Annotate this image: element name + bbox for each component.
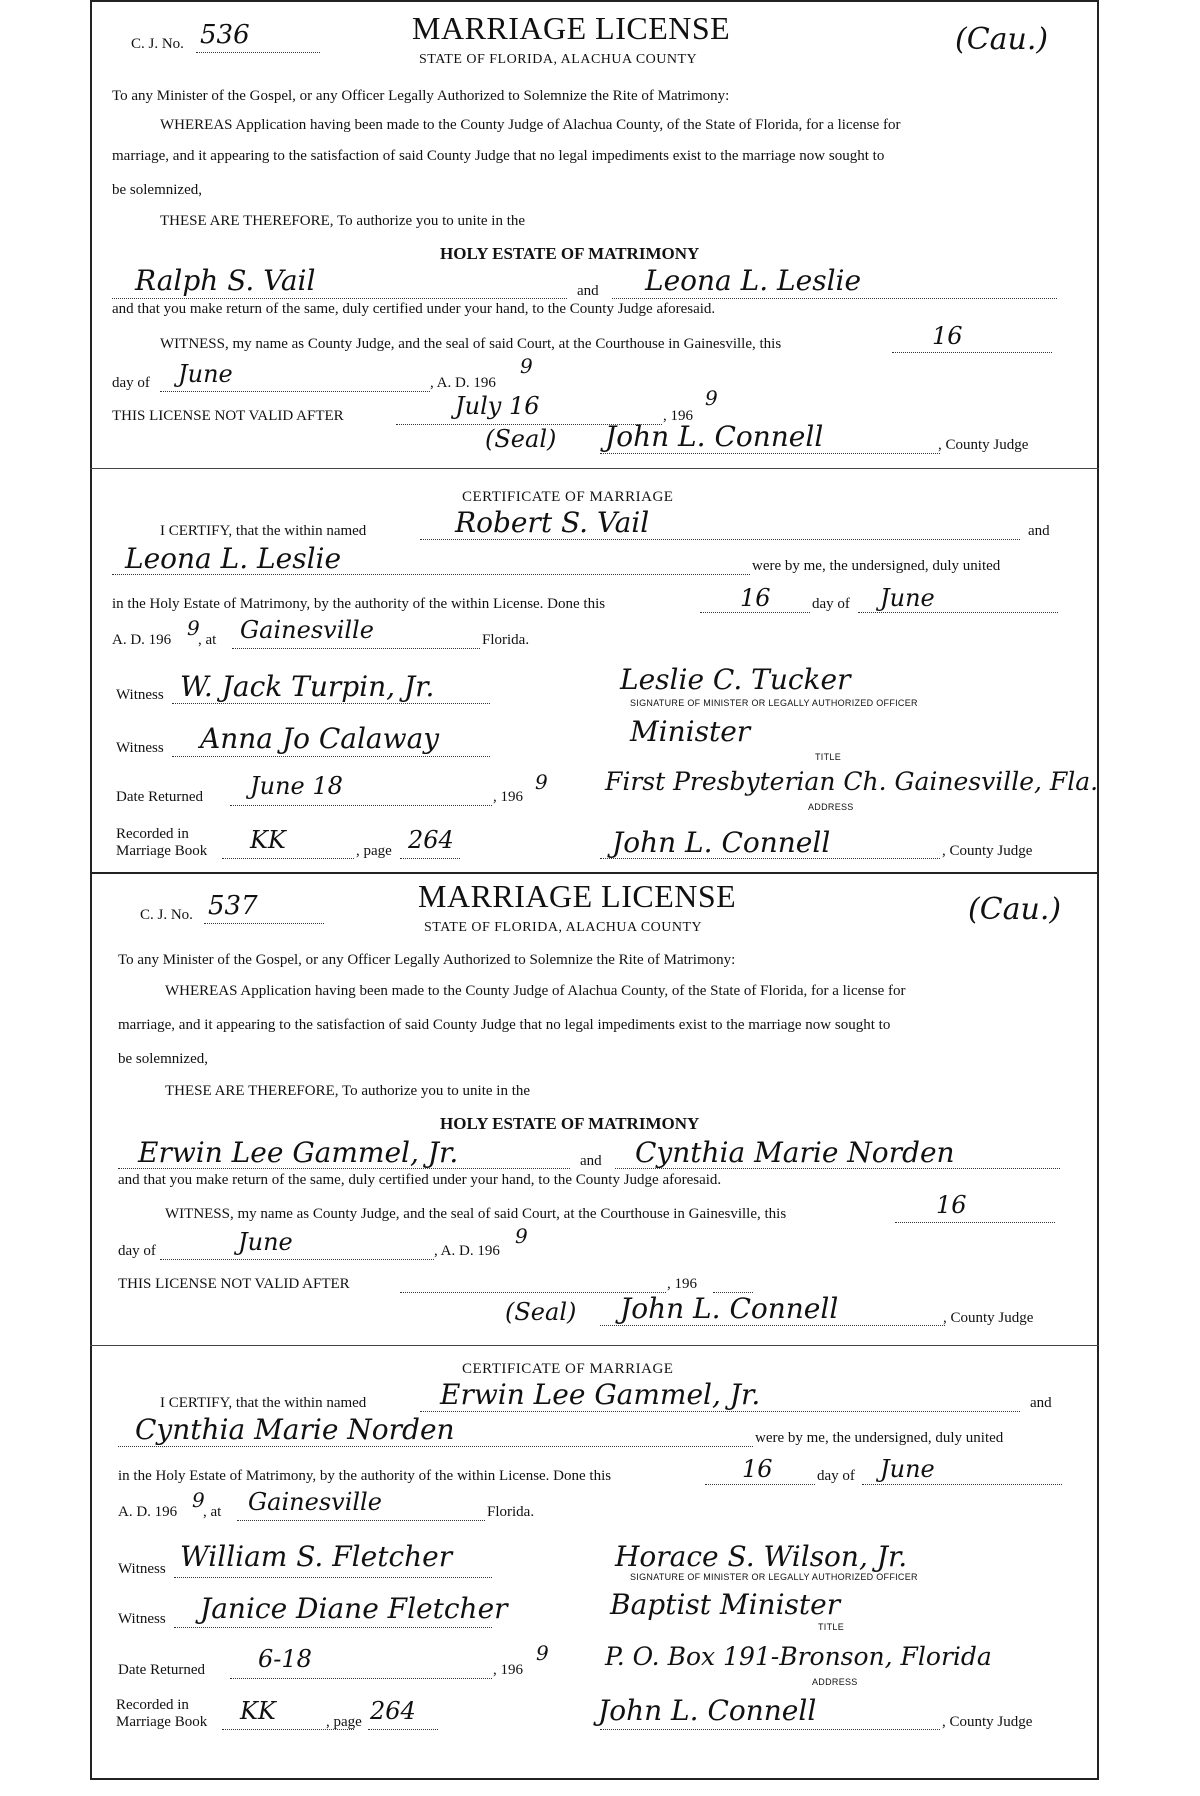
witness-2-label: Witness [116, 740, 164, 756]
seal-mark-2: (Seal) [505, 1298, 577, 1326]
salutation: To any Minister of the Gospel, or any Officer Legally Authorized to Solemnize the Rite of Matrimony: [112, 88, 730, 104]
groom-name: Ralph S. Vail [135, 264, 316, 297]
officer-signature-label-2: SIGNATURE OF MINISTER OR LEGALLY AUTHORIZED OFFICER [630, 1572, 918, 1582]
marriage-book-label: Marriage Book [116, 843, 208, 859]
license-year-2: 9 [515, 1224, 528, 1248]
cert-day-2: 16 [742, 1455, 773, 1483]
officer-title: Minister [630, 715, 751, 748]
cert-day: 16 [740, 584, 771, 612]
cj-number-label: C. J. No. [131, 36, 184, 52]
these-are-therefore: THESE ARE THEREFORE, To authorize you to unite in the [160, 213, 526, 229]
holy-estate-heading-2: HOLY ESTATE OF MATRIMONY [440, 1114, 700, 1133]
not-valid-date: July 16 [455, 392, 540, 420]
cert-place: Gainesville [240, 616, 374, 644]
holy-estate-line: in the Holy Estate of Matrimony, by the authority of the within License. Done this [112, 596, 606, 612]
witness-2-signature-2: Janice Diane Fletcher [200, 1592, 508, 1625]
witness-1-signature-2: William S. Fletcher [180, 1540, 453, 1573]
holy-estate-line-2: in the Holy Estate of Matrimony, by the authority of the within License. Done this [118, 1468, 612, 1484]
florida-label-2: Florida. [487, 1504, 535, 1520]
and-label: and [577, 283, 599, 299]
page-label: , page [356, 843, 392, 859]
address-label-2: ADDRESS [812, 1677, 858, 1687]
cert-bride-name-2: Cynthia Marie Norden [135, 1413, 455, 1446]
witness-1-label-2: Witness [118, 1561, 166, 1577]
license-month: June [178, 360, 233, 388]
page-number-2: 264 [370, 1697, 416, 1725]
not-valid-label: THIS LICENSE NOT VALID AFTER [112, 408, 344, 424]
judge-signature: John L. Connell [605, 420, 824, 453]
witness-1-label: Witness [116, 687, 164, 703]
county-judge-label-2: , County Judge [943, 1310, 1034, 1326]
cert-at-label: , at [198, 632, 217, 648]
bride-name: Leona L. Leslie [645, 264, 862, 297]
certify-label: I CERTIFY, that the within named [160, 523, 367, 539]
cert-and-label-2: and [1030, 1395, 1052, 1411]
cert-county-judge-label-2: , County Judge [942, 1714, 1033, 1730]
license-title-2: MARRIAGE LICENSE [418, 878, 737, 914]
cau-stamp: (Cau.) [955, 22, 1049, 57]
day-of-label: day of [112, 375, 150, 391]
officer-address: First Presbyterian Ch. Gainesville, Fla. [605, 767, 1099, 796]
cert-groom-name-2: Erwin Lee Gammel, Jr. [440, 1378, 761, 1411]
cert-place-2: Gainesville [248, 1488, 382, 1516]
return-line: and that you make return of the same, duly certified under your hand, to the County Judge aforesaid. [112, 301, 716, 317]
cert-month-2: June [880, 1455, 935, 1483]
florida-label: Florida. [482, 632, 530, 648]
not-valid-label-2: THIS LICENSE NOT VALID AFTER [118, 1276, 350, 1292]
page-number: 264 [408, 826, 454, 854]
holy-estate-heading: HOLY ESTATE OF MATRIMONY [440, 244, 700, 263]
officer-signature-label: SIGNATURE OF MINISTER OR LEGALLY AUTHORIZED OFFICER [630, 698, 918, 708]
title-label: TITLE [815, 752, 842, 762]
license-subtitle: STATE OF FLORIDA, ALACHUA COUNTY [419, 52, 698, 67]
and-label-2: and [580, 1153, 602, 1169]
cert-judge-signature: John L. Connell [612, 826, 831, 859]
cert-bride-name: Leona L. Leslie [125, 542, 342, 575]
cj-number: 536 [200, 20, 250, 50]
license-subtitle-2: STATE OF FLORIDA, ALACHUA COUNTY [424, 920, 703, 935]
cert-and-label: and [1028, 523, 1050, 539]
cert-county-judge-label: , County Judge [942, 843, 1033, 859]
cj-number-2: 537 [208, 891, 258, 921]
these-are-therefore-2: THESE ARE THEREFORE, To authorize you to unite in the [165, 1083, 531, 1099]
witness-line: WITNESS, my name as County Judge, and the seal of said Court, at the Courthouse in Gainesville, this [160, 336, 782, 352]
cert-ad-label-2: A. D. 196 [118, 1504, 178, 1520]
certificate-title: CERTIFICATE OF MARRIAGE [462, 489, 674, 505]
officer-address-2: P. O. Box 191-Bronson, Florida [605, 1642, 992, 1671]
cau-stamp-2: (Cau.) [968, 892, 1062, 927]
section-divider [90, 468, 1099, 469]
officer-signature: Leslie C. Tucker [620, 663, 851, 696]
license-day: 16 [932, 322, 963, 350]
date-returned-label-2: Date Returned [118, 1662, 206, 1678]
marriage-book: KK [250, 826, 286, 854]
whereas-line-3: be solemnized, [112, 182, 202, 198]
title-label-2: TITLE [818, 1622, 845, 1632]
returned-year-label: , 196 [493, 789, 523, 805]
witness-2-signature: Anna Jo Calaway [200, 722, 440, 755]
day-of-label-2: day of [118, 1243, 156, 1259]
return-line-2: and that you make return of the same, duly certified under your hand, to the County Judge aforesaid. [118, 1172, 722, 1188]
certify-label-2: I CERTIFY, that the within named [160, 1395, 367, 1411]
not-valid-year-label-2: , 196 [667, 1276, 697, 1292]
cert-judge-signature-2: John L. Connell [598, 1694, 817, 1727]
county-judge-label: , County Judge [938, 437, 1029, 453]
salutation-2: To any Minister of the Gospel, or any Officer Legally Authorized to Solemnize the Rite of Matrimony: [118, 952, 736, 968]
record-divider [90, 872, 1099, 874]
cert-year: 9 [187, 616, 200, 640]
ad-label-2: , A. D. 196 [434, 1243, 500, 1259]
returned-year-2: 9 [536, 1641, 549, 1665]
ad-label: , A. D. 196 [430, 375, 496, 391]
recorded-in-label: Recorded in [116, 826, 189, 842]
license-month-2: June [238, 1228, 293, 1256]
cert-ad-label: A. D. 196 [112, 632, 172, 648]
whereas-line-2-2: marriage, and it appearing to the satisfaction of said County Judge that no legal impediments exist to the marriage now sought to [118, 1017, 891, 1033]
cert-year-2: 9 [192, 1488, 205, 1512]
witness-2-label-2: Witness [118, 1611, 166, 1627]
united-label-2: were by me, the undersigned, duly united [755, 1430, 1004, 1446]
cert-at-label-2: , at [203, 1504, 222, 1520]
marriage-book-label-2: Marriage Book [116, 1714, 208, 1730]
not-valid-year-label: , 196 [663, 408, 693, 424]
date-returned-2: 6-18 [258, 1645, 312, 1673]
returned-year: 9 [535, 770, 548, 794]
cj-number-label-2: C. J. No. [140, 907, 193, 923]
date-returned-label: Date Returned [116, 789, 204, 805]
judge-signature-2: John L. Connell [620, 1292, 839, 1325]
license-year: 9 [520, 354, 533, 378]
seal-mark: (Seal) [485, 425, 557, 453]
groom-name-2: Erwin Lee Gammel, Jr. [138, 1136, 459, 1169]
whereas-line-1: WHEREAS Application having been made to the County Judge of Alachua County, of the State of Florida, for a license for [160, 117, 901, 133]
recorded-in-label-2: Recorded in [116, 1697, 189, 1713]
united-label: were by me, the undersigned, duly united [752, 558, 1001, 574]
not-valid-year: 9 [705, 386, 718, 410]
whereas-line-1-2: WHEREAS Application having been made to the County Judge of Alachua County, of the State of Florida, for a license for [165, 983, 906, 999]
page-label-2: , page [326, 1714, 362, 1730]
whereas-line-2: marriage, and it appearing to the satisfaction of said County Judge that no legal impediments exist to the marriage now sought to [112, 148, 885, 164]
certificate-title-2: CERTIFICATE OF MARRIAGE [462, 1361, 674, 1377]
officer-title-2: Baptist Minister [610, 1588, 841, 1621]
license-day-2: 16 [936, 1191, 967, 1219]
whereas-line-3-2: be solemnized, [118, 1051, 208, 1067]
officer-signature-2: Horace S. Wilson, Jr. [615, 1540, 908, 1573]
witness-line-2: WITNESS, my name as County Judge, and the seal of said Court, at the Courthouse in Gainesville, this [165, 1206, 787, 1222]
license-title: MARRIAGE LICENSE [412, 10, 731, 46]
section-divider-2 [90, 1345, 1099, 1346]
cert-groom-name: Robert S. Vail [455, 506, 650, 539]
bride-name-2: Cynthia Marie Norden [635, 1136, 955, 1169]
cert-day-of-2: day of [817, 1468, 855, 1484]
date-returned: June 18 [250, 772, 343, 800]
marriage-book-2: KK [240, 1697, 276, 1725]
address-label: ADDRESS [808, 802, 854, 812]
returned-year-label-2: , 196 [493, 1662, 523, 1678]
witness-1-signature: W. Jack Turpin, Jr. [180, 670, 435, 703]
cert-day-of: day of [812, 596, 850, 612]
cert-month: June [880, 584, 935, 612]
